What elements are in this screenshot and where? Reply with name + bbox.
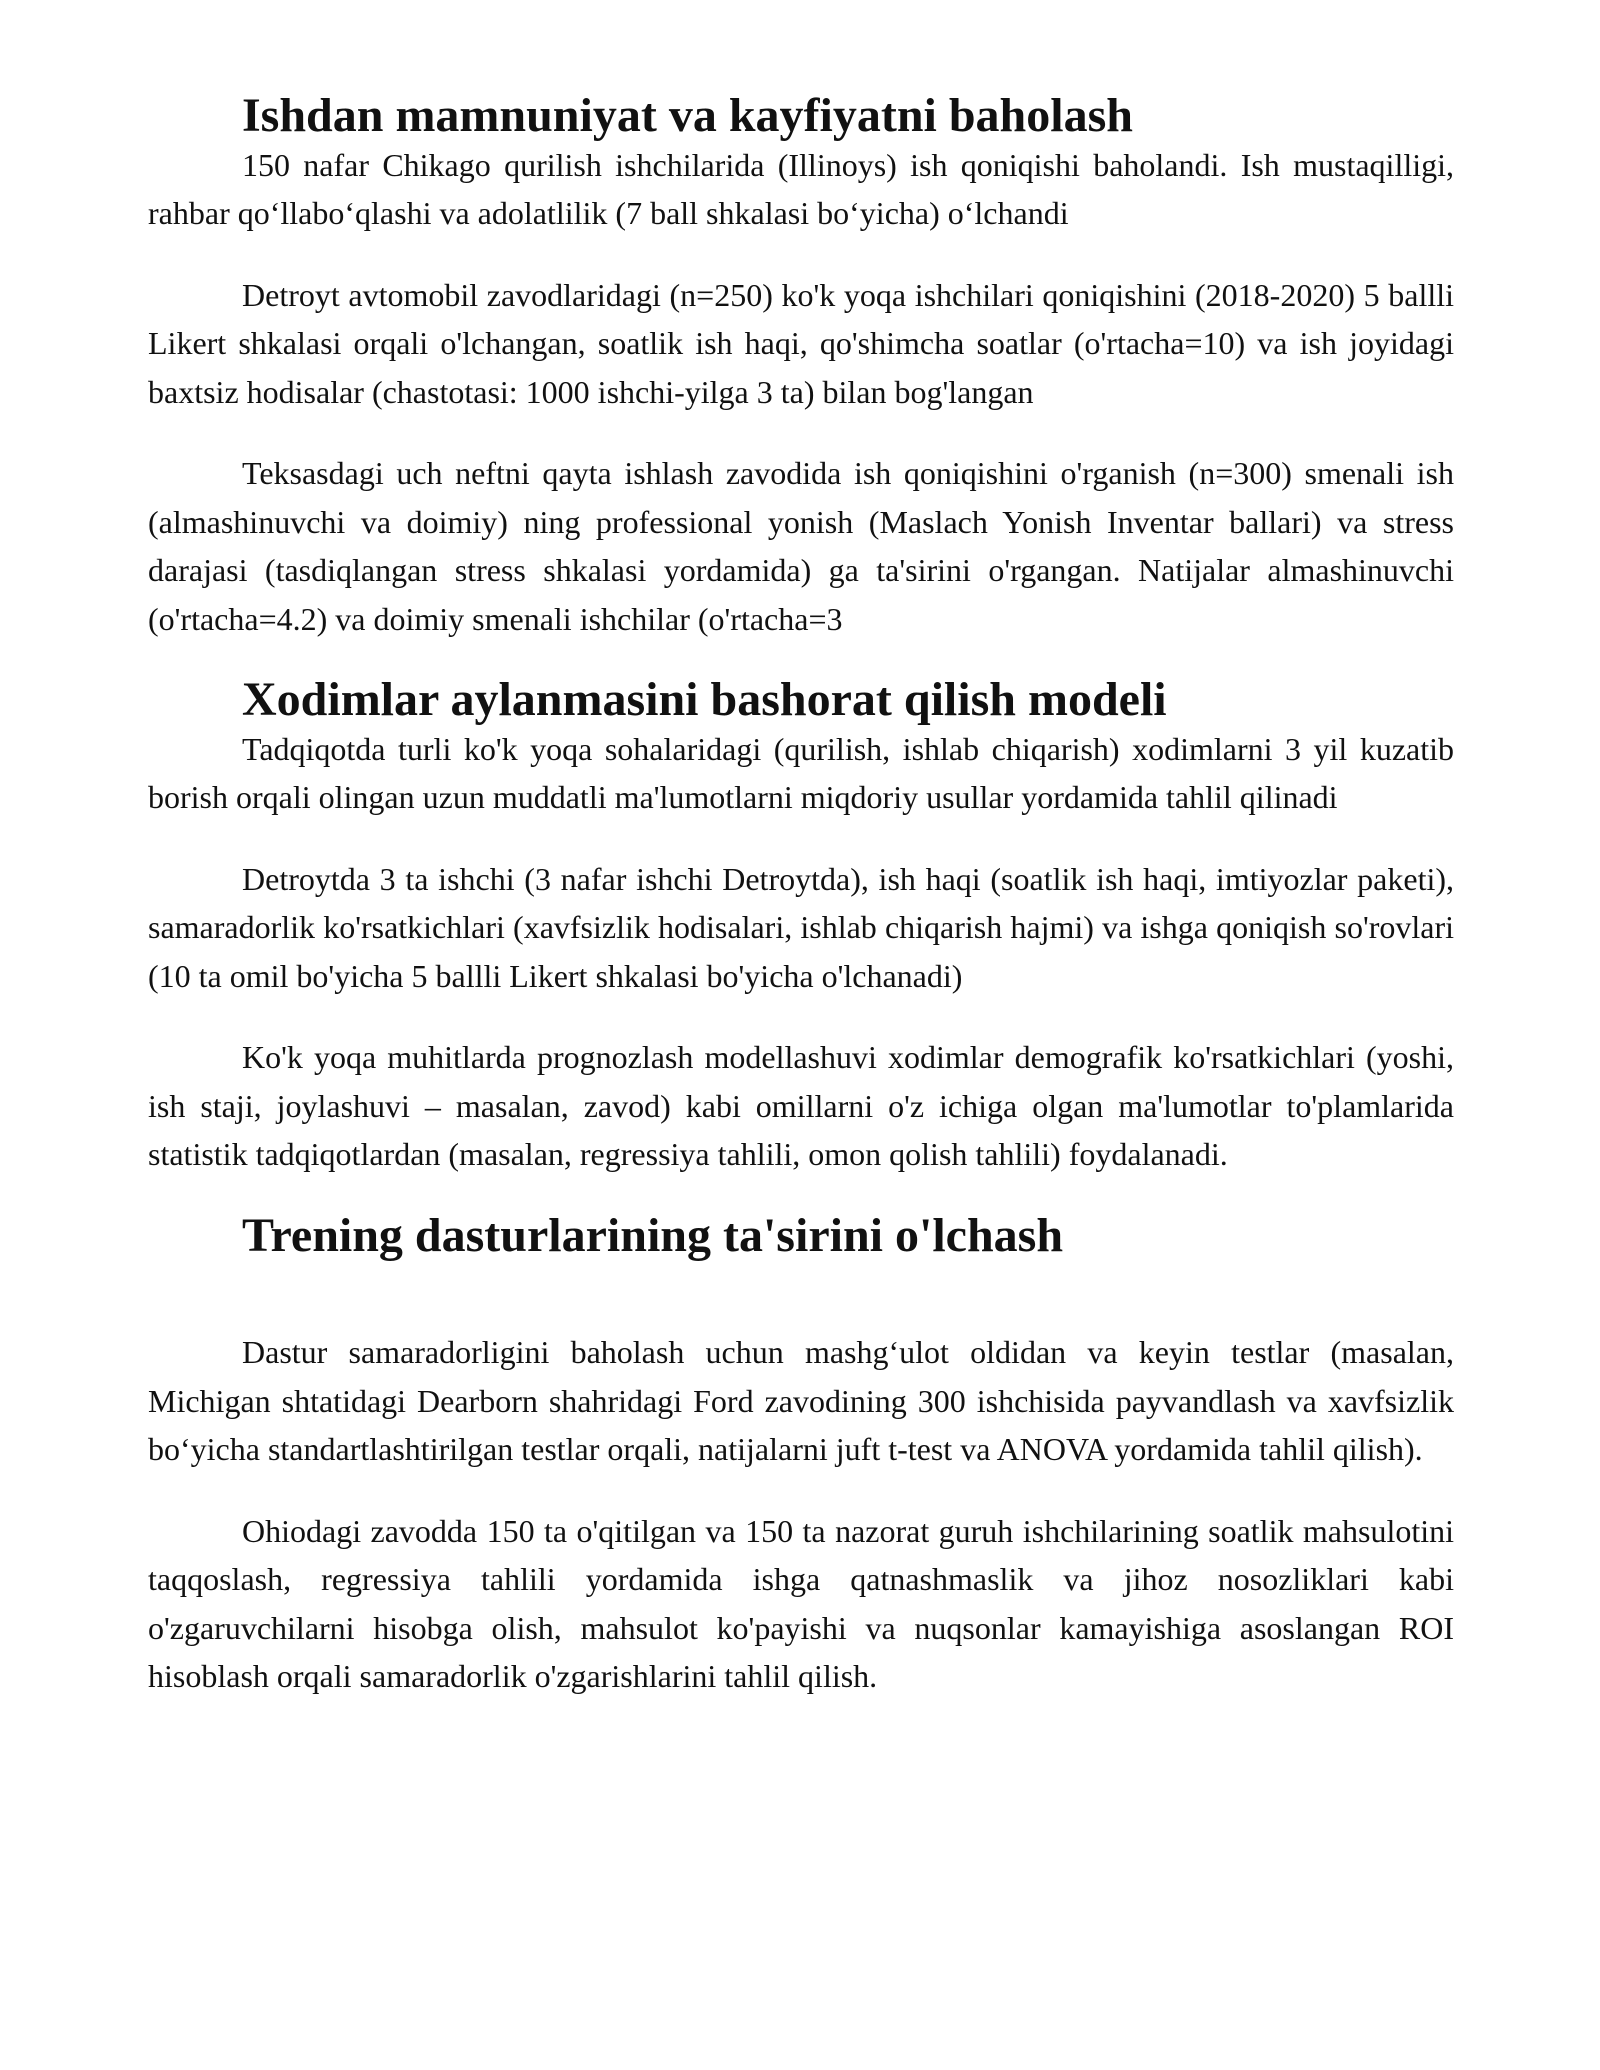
paragraph: Teksasdagi uch neftni qayta ishlash zavodida ish qoniqishini o'rganish (n=300) smenali ish (almashinuvchi va doimiy) ning professional yonish (Maslach Yonish Inventar ballari) va stress darajasi (tasdiqlangan stress shkalasi yordamida) ga ta'sirini o'rgangan. Natijalar almashinuvchi (o'rtacha=4.2) va doimiy smenali ishchilar (o'rtacha=3 bbox=[148, 455, 1454, 637]
spacer bbox=[148, 1260, 1454, 1328]
paragraph: Dastur samaradorligini baholash uchun mashg‘ulot oldidan va keyin testlar (masalan, Michigan shtatidagi Dearborn shahridagi Ford zavodining 300 ishchisida payvandlash va xavfsizlik bo‘yicha standartlashtirilgan testlar orqali, natijalarni juft t-test va ANOVA yordamida tahlil qilish). bbox=[148, 1334, 1454, 1467]
spacer bbox=[148, 416, 1454, 449]
spacer bbox=[148, 1179, 1454, 1212]
paragraph: Tadqiqotda turli ko'k yoqa sohalaridagi (qurilish, ishlab chiqarish) xodimlarni 3 yil kuzatib borish orqali olingan uzun muddatli ma'lumotlarni miqdoriy usullar yordamida tahlil qilinadi bbox=[148, 730, 1454, 815]
spacer bbox=[148, 822, 1454, 855]
paragraph: Ohiodagi zavodda 150 ta o'qitilgan va 150 ta nazorat guruh ishchilarining soatlik mahsulotini taqqoslash, regressiya tahlili yordamida ishga qatnashmaslik va jihoz nosozliklari kabi o'zgaruvchilarni hisobga olish, mahsulot ko'payishi va nuqsonlar kamayishiga asoslangan ROI hisoblash orqali samaradorlik o'zgarishlarini tahlil qilish. bbox=[148, 1512, 1454, 1694]
section-heading-turnover-model: Xodimlar aylanmasini bashorat qilish modeli bbox=[242, 673, 1167, 726]
spacer bbox=[148, 1000, 1454, 1033]
section-heading-job-satisfaction: Ishdan mamnuniyat va kayfiyatni baholash bbox=[242, 89, 1133, 142]
paragraph: Detroyt avtomobil zavodlaridagi (n=250) ko'k yoqa ishchilari qoniqishini (2018-2020) 5 ballli Likert shkalasi orqali o'lchangan, soatlik ish haqi, qo'shimcha soatlar (o'rtacha=10) va ish joyidagi baxtsiz hodisalar (chastotasi: 1000 ishchi-yilga 3 ta) bilan bog'langan bbox=[148, 276, 1454, 410]
paragraph: 150 nafar Chikago qurilish ishchilarida (Illinoys) ish qoniqishi baholandi. Ish mustaqilligi, rahbar qo‘llabo‘qlashi va adolatlilik (7 ball shkalasi bo‘yicha) o‘lchandi bbox=[148, 146, 1454, 231]
section-heading-training-impact: Trening dasturlarining ta'sirini o'lchash bbox=[242, 1208, 1064, 1262]
document-page bbox=[148, 89, 1454, 1701]
paragraph: Ko'k yoqa muhitlarda prognozlash modellashuvi xodimlar demografik ko'rsatkichlari (yoshi, ish staji, joylashuvi – masalan, zavod) kabi omillarni o'z ichiga olgan ma'lumotlar to'plamlarida statistik tadqiqotlardan (masalan, regressiya tahlili, omon qolish tahlili) foydalanadi. bbox=[148, 1039, 1454, 1172]
spacer bbox=[148, 1474, 1454, 1507]
spacer bbox=[148, 238, 1454, 271]
spacer bbox=[148, 643, 1454, 676]
paragraph: Detroytda 3 ta ishchi (3 nafar ishchi Detroytda), ish haqi (soatlik ish haqi, imtiyozlar paketi), samaradorlik ko'rsatkichlari (xavfsizlik hodisalari, ishlab chiqarish hajmi) va ishga qoniqish so'rovlari (10 ta omil bo'yicha 5 ballli Likert shkalasi bo'yicha o'lchanadi) bbox=[148, 860, 1454, 994]
